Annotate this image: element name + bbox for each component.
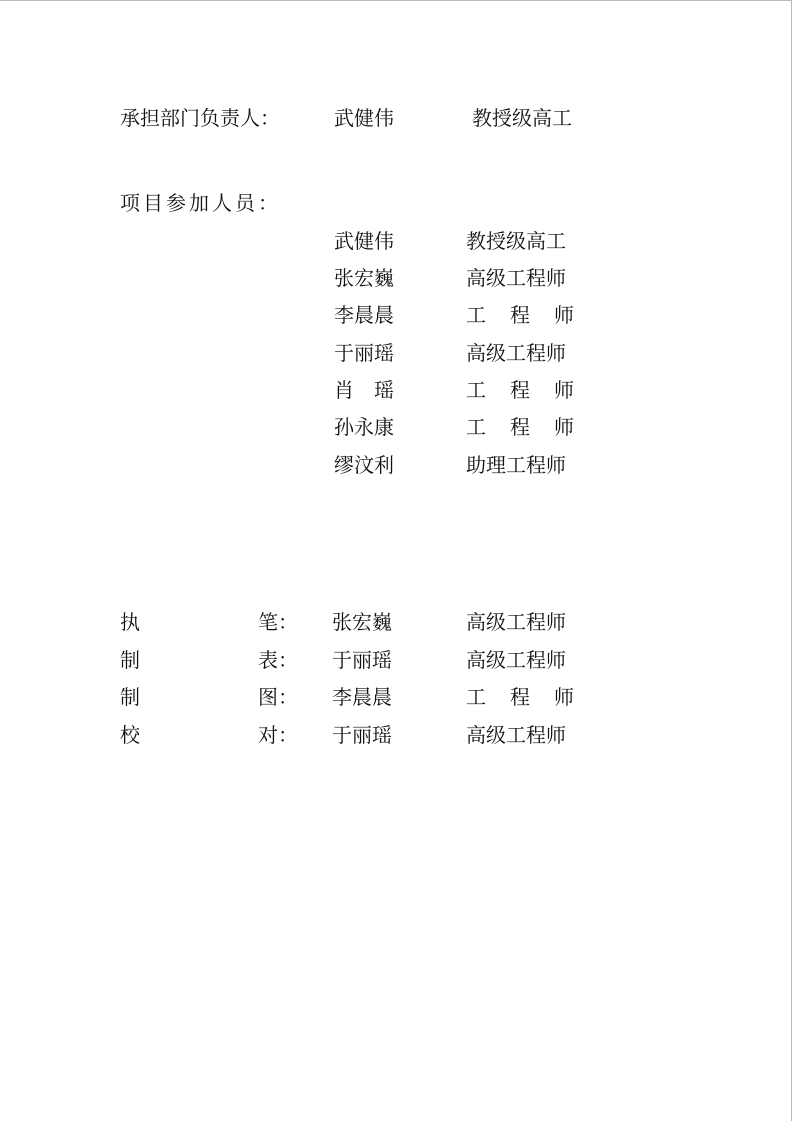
role-title	[466, 685, 574, 709]
role-name: 李晨晨	[332, 685, 392, 709]
role-label-second: 对：	[258, 723, 298, 747]
responsible-label: 承担部门负责人：	[120, 106, 280, 130]
responsible-name: 武健伟	[334, 106, 394, 130]
member-name: 张宏巍	[334, 266, 394, 290]
member-title-char: 师	[554, 303, 574, 327]
role-title-char: 程	[510, 685, 530, 709]
member-title: 高级工程师	[466, 266, 566, 290]
member-name: 于丽瑶	[334, 341, 394, 365]
role-label-first: 校	[120, 723, 140, 747]
member-name: 武健伟	[334, 229, 394, 253]
member-title-char: 师	[554, 378, 574, 402]
member-title-char: 工	[466, 415, 486, 439]
role-label-first: 制	[120, 685, 140, 709]
role-label-second: 图：	[258, 685, 298, 709]
member-title	[466, 378, 574, 402]
role-title-char: 工	[466, 685, 486, 709]
role-name: 于丽瑶	[332, 648, 392, 672]
role-title: 高级工程师	[466, 648, 566, 672]
member-title-char: 工	[466, 303, 486, 327]
member-title	[466, 415, 574, 439]
role-title: 高级工程师	[466, 723, 566, 747]
role-label-first: 制	[120, 648, 140, 672]
member-title-char: 师	[554, 415, 574, 439]
responsible-title: 教授级高工	[472, 106, 572, 130]
member-title: 高级工程师	[466, 341, 566, 365]
role-name: 张宏巍	[332, 610, 392, 634]
role-label-first: 执	[120, 610, 140, 634]
member-name: 孙永康	[334, 415, 394, 439]
role-name: 于丽瑶	[332, 723, 392, 747]
members-heading: 项目参加人员：	[120, 191, 281, 215]
role-label-second: 表：	[258, 648, 298, 672]
member-title: 助理工程师	[466, 453, 566, 477]
role-title-char: 师	[554, 685, 574, 709]
role-label-second: 笔：	[258, 610, 298, 634]
member-name: 李晨晨	[334, 303, 394, 327]
member-name: 肖 瑶	[334, 378, 394, 402]
role-title: 高级工程师	[466, 610, 566, 634]
member-name: 缪汶利	[334, 453, 394, 477]
member-title-char: 程	[510, 303, 530, 327]
member-title-char: 程	[510, 415, 530, 439]
member-title	[466, 303, 574, 327]
member-title-char: 工	[466, 378, 486, 402]
member-title-char: 程	[510, 378, 530, 402]
member-title: 教授级高工	[466, 229, 566, 253]
